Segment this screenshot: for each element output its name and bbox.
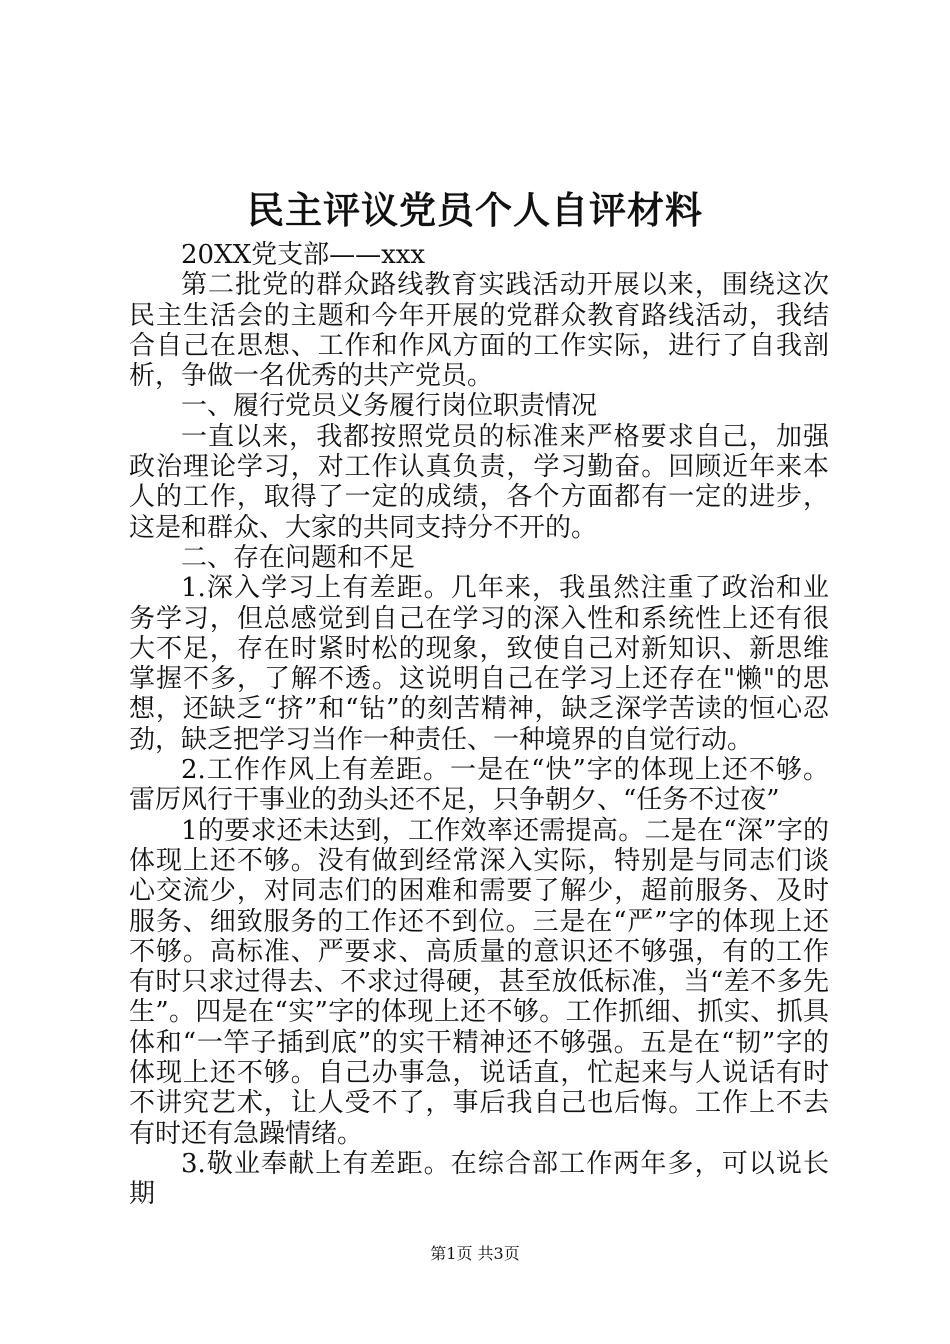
page-number-footer: 第1页 共3页 <box>430 1244 520 1263</box>
problem-2-paragraph: 2.工作作风上有差距。一是在“快”字的体现上还不够。雷厉风行干事业的劲头还不足，只争朝夕、“任务不过夜” <box>129 755 829 816</box>
problem-3-paragraph: 3.敬业奉献上有差距。在综合部工作两年多，可以说长期 <box>129 1148 829 1210</box>
author-line: 20XX党支部——xxx <box>181 240 426 270</box>
section-1-paragraph: 一直以来，我都按照党员的标准来严格要求自己，加强政治理论学习，对工作认真负责，学习勤奋。回顾近年来本人的工作，取得了一定的成绩，各个方面都有一定的进步，这是和群众、大家的共同支持分不开的。 <box>129 421 829 543</box>
document-body <box>129 240 829 1210</box>
problem-2-continued-paragraph: 1的要求还未达到，工作效率还需提高。二是在“深”字的体现上还不够。没有做到经常深入实际，特别是与同志们谈心交流少，对同志们的困难和需要了解少，超前服务、及时服务、细致服务的工作还不到位。三是在“严”字的体现上还不够。高标准、严要求、高质量的意识还不够强，有的工作有时只求过得去、不求过得硬，甚至放低标准，当“差不多先生”。四是在“实”字的体现上还不够。工作抓细、抓实、抓具体和“一竿子插到底”的实干精神还不够强。五是在“韧”字的体现上还不够。自己办事急，说话直，忙起来与人说话有时不讲究艺术，让人受不了，事后我自己也后悔。工作上不去有时还有急躁情绪。 <box>129 815 829 1149</box>
intro-paragraph: 第二批党的群众路线教育实践活动开展以来，围绕这次民主生活会的主题和今年开展的党群众教育路线活动，我结合自己在思想、工作和作风方面的工作实际，进行了自我剖析，争做一名优秀的共产党员。 <box>129 270 829 392</box>
document-title: 民主评议党员个人自评材料 <box>247 188 703 232</box>
section-heading-2: 二、存在问题和不足 <box>181 542 416 573</box>
problem-1-paragraph: 1.深入学习上有差距。几年来，我虽然注重了政治和业务学习，但总感觉到自己在学习的深入性和系统性上还有很大不足，存在时紧时松的现象，致使自己对新知识、新思维掌握不多，了解不透。这说明自己在学习上还存在"懒"的思想，还缺乏“挤”和“钻”的刻苦精神，缺乏深学苦读的恒心忍劲，缺乏把学习当作一种责任、一种境界的自觉行动。 <box>129 573 829 755</box>
section-heading-1: 一、履行党员义务履行岗位职责情况 <box>181 391 598 422</box>
